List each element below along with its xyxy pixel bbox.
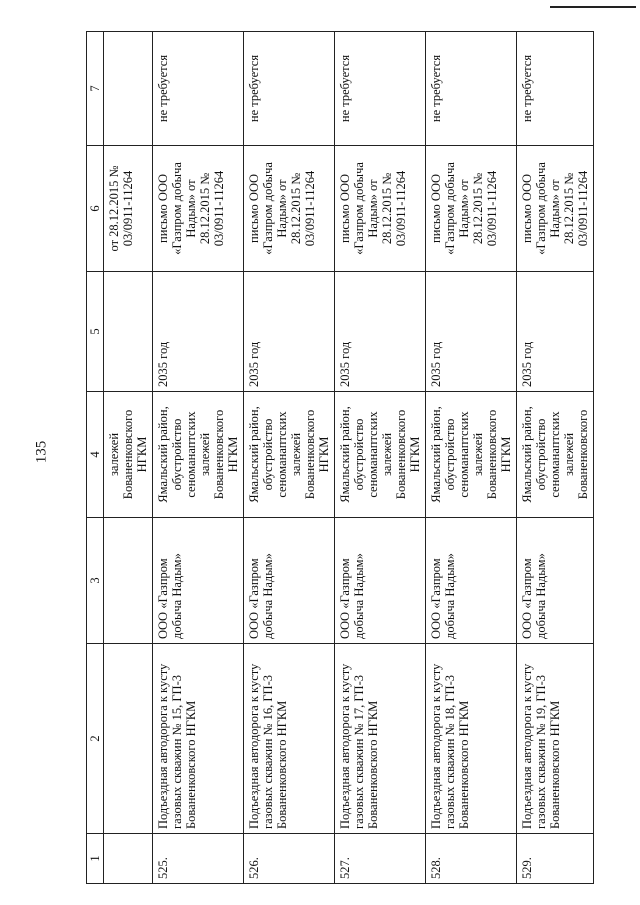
table-cell-note: не требуется — [153, 32, 244, 146]
table-cell-document: письмо ООО «Газпром добыча Надым» от 28.12.2015 № 03/0911-11264 — [517, 146, 594, 272]
table-cell-num: 527. — [335, 834, 426, 884]
table-cell — [104, 644, 153, 834]
table-cell-name: Подъездная автодорога к кусту газовых скважин № 15, ГП-3 Бованенковского НГКМ — [153, 644, 244, 834]
table-cell-year: 2035 год — [244, 272, 335, 392]
table-cell-name: Подъездная автодорога к кусту газовых скважин № 17, ГП-3 Бованенковского НГКМ — [335, 644, 426, 834]
column-header: 6 — [87, 146, 104, 272]
table-cell-note: не требуется — [244, 32, 335, 146]
table-row — [517, 32, 594, 884]
table-cell — [104, 834, 153, 884]
table-row — [244, 32, 335, 884]
column-header: 2 — [87, 644, 104, 834]
table-cell-document: письмо ООО «Газпром добыча Надым» от 28.12.2015 № 03/0911-11264 — [426, 146, 517, 272]
table-cell-location: Ямальский район, обустройство сеноманаптских залежей Бованенковского НГКМ — [153, 392, 244, 518]
column-header: 5 — [87, 272, 104, 392]
data-table — [86, 31, 594, 884]
table-cell-num: 529. — [517, 834, 594, 884]
table-cell-note: не требуется — [517, 32, 594, 146]
table-cell-note: не требуется — [335, 32, 426, 146]
table-cell-year: 2035 год — [426, 272, 517, 392]
table-cell-location: Ямальский район, обустройство сеноманаптских залежей Бованенковского НГКМ — [426, 392, 517, 518]
table-cell: от 28.12.2015 № 03/0911-11264 — [104, 146, 153, 272]
table-cell — [104, 32, 153, 146]
table-cell-num: 526. — [244, 834, 335, 884]
page-number: 135 — [33, 440, 50, 464]
table-cell-year: 2035 год — [153, 272, 244, 392]
table-cell-name: Подъездная автодорога к кусту газовых скважин № 18, ГП-3 Бованенковского НГКМ — [426, 644, 517, 834]
table-row — [426, 32, 517, 884]
table-cell-org: ООО «Газпром добыча Надым» — [426, 518, 517, 644]
column-header: 7 — [87, 32, 104, 146]
column-header: 4 — [87, 392, 104, 518]
table-cell-name: Подъездная автодорога к кусту газовых скважин № 19, ГП-3 Бованенковского НГКМ — [517, 644, 594, 834]
table-row — [335, 32, 426, 884]
table-cell: залежей Бованенковского НГКМ — [104, 392, 153, 518]
table-cell-org: ООО «Газпром добыча Надым» — [244, 518, 335, 644]
table-cell-org: ООО «Газпром добыча Надым» — [517, 518, 594, 644]
table-cell-name: Подъездная автодорога к кусту газовых скважин № 16, ГП-3 Бованенковского НГКМ — [244, 644, 335, 834]
header-row — [87, 32, 104, 884]
table-cell — [104, 272, 153, 392]
top-rule — [550, 6, 636, 8]
table-cell-year: 2035 год — [335, 272, 426, 392]
table-cell-document: письмо ООО «Газпром добыча Надым» от 28.12.2015 № 03/0911-11264 — [335, 146, 426, 272]
table-cell-org: ООО «Газпром добыча Надым» — [335, 518, 426, 644]
table-cell — [104, 518, 153, 644]
table-row — [153, 32, 244, 884]
table-cell-document: письмо ООО «Газпром добыча Надым» от 28.12.2015 № 03/0911-11264 — [153, 146, 244, 272]
table-cell-location: Ямальский район, обустройство сеноманаптских залежей Бованенковского — [517, 392, 594, 518]
table-cell-num: 528. — [426, 834, 517, 884]
table-cell-location: Ямальский район, обустройство сеноманаптских залежей Бованенковского НГКМ — [335, 392, 426, 518]
table-cell-num: 525. — [153, 834, 244, 884]
continuation-row — [104, 32, 153, 884]
column-header: 3 — [87, 518, 104, 644]
column-header: 1 — [87, 834, 104, 884]
table-cell-year: 2035 год — [517, 272, 594, 392]
table-cell-org: ООО «Газпром добыча Надым» — [153, 518, 244, 644]
table-cell-document: письмо ООО «Газпром добыча Надым» от 28.12.2015 № 03/0911-11264 — [244, 146, 335, 272]
table-cell-location: Ямальский район, обустройство сеноманаптских залежей Бованенковского НГКМ — [244, 392, 335, 518]
table-cell-note: не требуется — [426, 32, 517, 146]
rotated-table-wrapper — [86, 32, 590, 884]
